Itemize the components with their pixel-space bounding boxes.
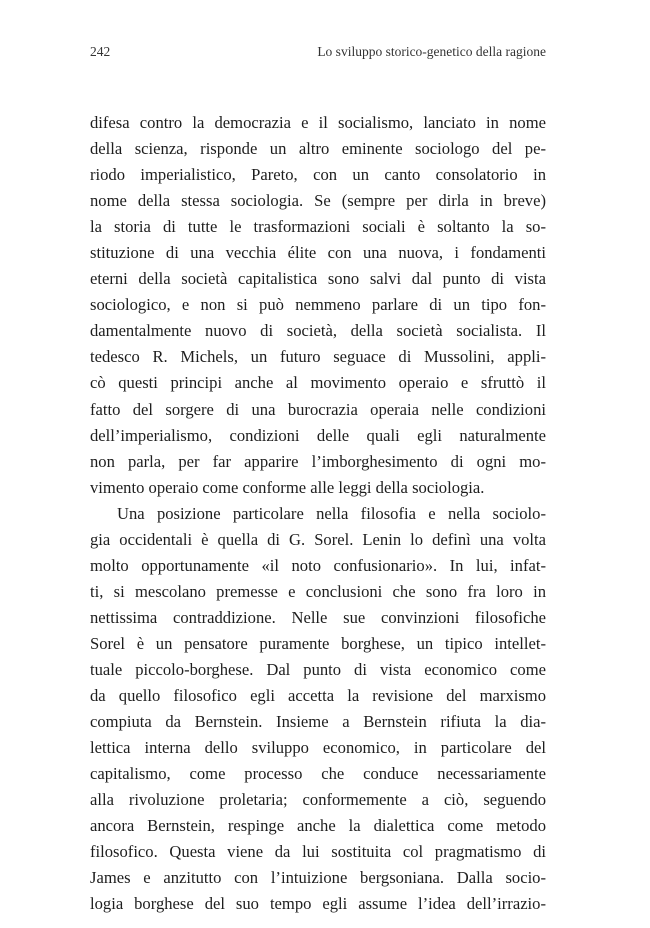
- text-line: non parla, per far apparire l’imborghesimento di ogni mo-: [90, 451, 546, 471]
- paragraph-container: [90, 110, 546, 917]
- text-line: logia borghese del suo tempo egli assume l’idea dell’irrazio-: [90, 894, 546, 914]
- text-line: cò questi principi anche al movimento operaio e sfruttò il: [90, 373, 546, 393]
- text-line: damentalmente nuovo di società, della società socialista. Il: [90, 321, 546, 341]
- text-line: Una posizione particolare nella filosofia e nella sociolo-: [117, 503, 546, 523]
- text-line: molto opportunamente «il noto confusionario». In lui, infat-: [90, 555, 546, 575]
- text-line: la storia di tutte le trasformazioni sociali è soltanto la so-: [90, 217, 546, 237]
- paragraph: [90, 501, 546, 918]
- text-line: compiuta da Bernstein. Insieme a Bernstein rifiuta la dia-: [90, 712, 546, 732]
- text-line: capitalismo, come processo che conduce necessariamente: [90, 764, 546, 784]
- text-line: Sorel è un pensatore puramente borghese, un tipico intellet-: [90, 633, 546, 653]
- text-line: difesa contro la democrazia e il socialismo, lanciato in nome: [90, 113, 546, 132]
- running-header: [90, 44, 546, 64]
- text-line: della scienza, risponde un altro eminente sociologo del pe-: [90, 139, 546, 159]
- paragraph: [90, 110, 546, 501]
- text-line: alla rivoluzione proletaria; conformemente a ciò, seguendo: [90, 790, 546, 810]
- text-line: riodo imperialistico, Pareto, con un canto consolatorio in: [90, 165, 546, 185]
- text-line: da quello filosofico egli accetta la revisione del marxismo: [90, 686, 546, 706]
- text-line: nettissima contraddizione. Nelle sue convinzioni filosofiche: [90, 607, 546, 627]
- text-line: ti, si mescolano premesse e conclusioni che sono fra loro in: [90, 581, 546, 601]
- text-line: eterni della società capitalistica sono salvi dal punto di vista: [90, 269, 546, 289]
- text-line: sociologico, e non si può nemmeno parlare di un tipo fon-: [90, 295, 546, 315]
- running-title: Lo sviluppo storico-genetico della ragione: [317, 44, 546, 59]
- text-line: tuale piccolo-borghese. Dal punto di vista economico come: [90, 659, 546, 679]
- body-text: [90, 110, 546, 917]
- text-line: vimento operaio come conforme alle leggi della sociologia.: [90, 477, 485, 497]
- text-line: lettica interna dello sviluppo economico, in particolare del: [90, 738, 546, 758]
- text-line: ancora Bernstein, respinge anche la dialettica come metodo: [90, 816, 546, 836]
- text-line: gia occidentali è quella di G. Sorel. Lenin lo definì una volta: [90, 529, 546, 549]
- text-line: fatto del sorgere di una burocrazia operaia nelle condizioni: [90, 399, 546, 419]
- page-number: 242: [90, 44, 111, 59]
- text-line: filosofico. Questa viene da lui sostituita col pragmatismo di: [90, 842, 546, 862]
- text-line: dell’imperialismo, condizioni delle quali egli naturalmente: [90, 425, 546, 445]
- text-line: tedesco R. Michels, un futuro seguace di Mussolini, appli-: [90, 347, 546, 367]
- text-line: nome della stessa sociologia. Se (sempre per dirla in breve): [90, 191, 546, 211]
- text-line: James e anzitutto con l’intuizione bergsoniana. Dalla socio-: [90, 868, 546, 888]
- text-line: stituzione di una vecchia élite con una nuova, i fondamenti: [90, 243, 546, 263]
